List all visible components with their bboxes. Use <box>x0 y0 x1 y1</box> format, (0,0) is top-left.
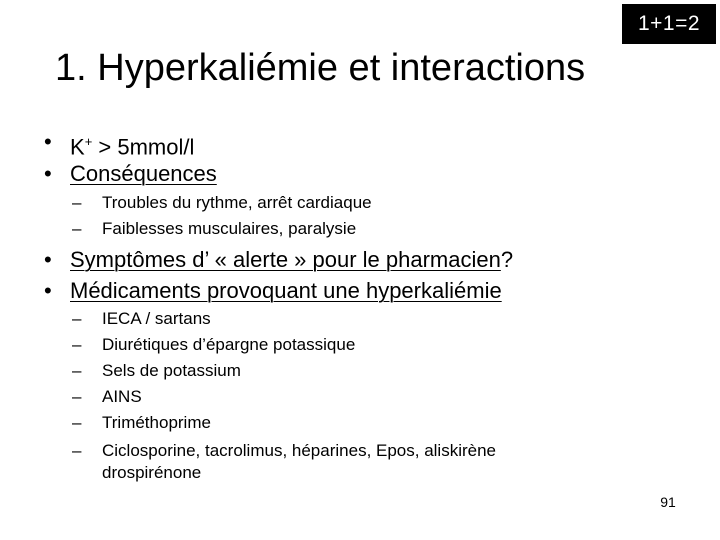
dash-icon: – <box>72 361 82 380</box>
slide-badge: 1+1=2 <box>622 4 716 44</box>
page-number: 91 <box>660 494 676 510</box>
consequences-label: Conséquences <box>70 161 217 186</box>
dash-icon: – <box>72 193 82 212</box>
bullet-icon: • <box>44 161 52 186</box>
dash-icon: – <box>72 441 82 460</box>
bullet-icon: • <box>44 278 52 303</box>
dash-icon: – <box>72 335 82 354</box>
bullet-icon: • <box>44 247 52 272</box>
slide-title: 1. Hyperkaliémie et interactions <box>55 47 586 89</box>
dash-icon: – <box>72 387 82 406</box>
bullet-icon: • <box>44 129 52 154</box>
dash-icon: – <box>72 309 82 328</box>
dash-icon: – <box>72 219 82 238</box>
dash-icon: – <box>72 413 82 432</box>
